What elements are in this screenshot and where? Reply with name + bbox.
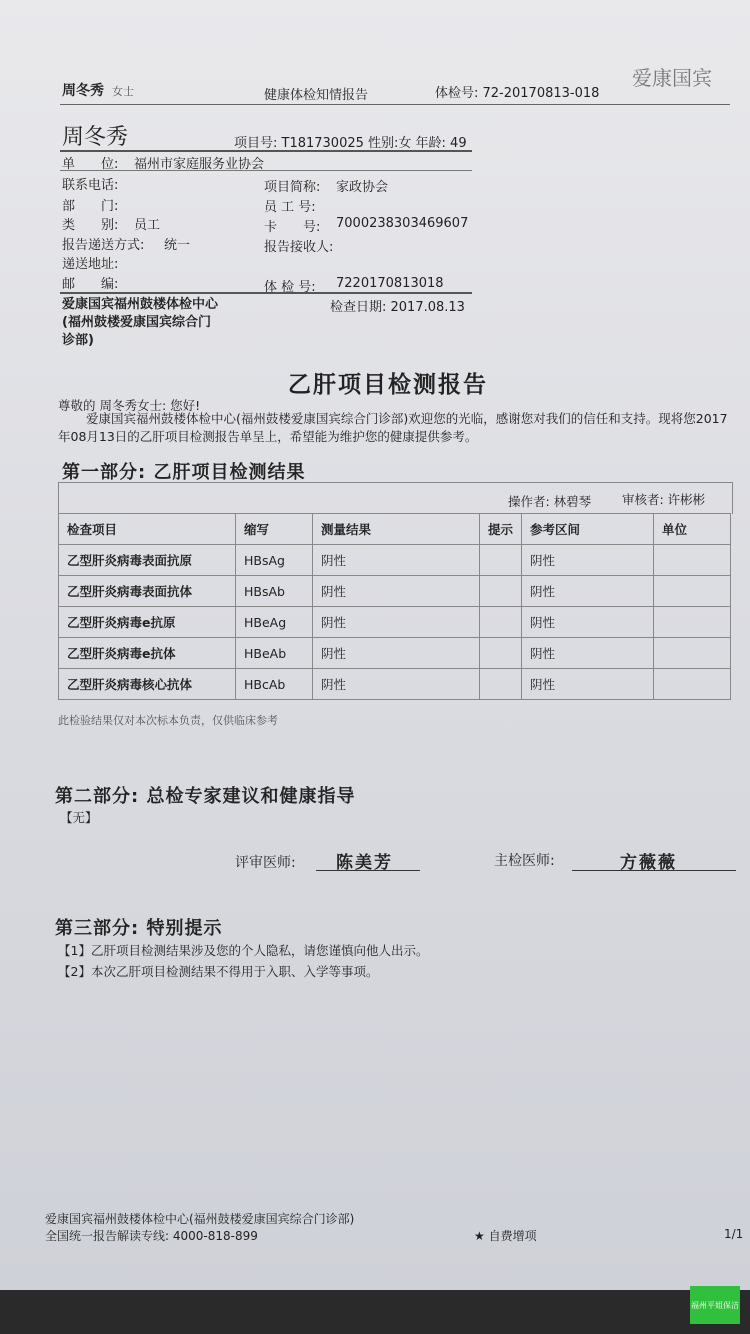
header-name: 周冬秀 [62, 83, 104, 99]
table-header-row [59, 514, 731, 545]
cell-hint [480, 638, 522, 669]
section2-title: 第二部分: 总检专家建议和健康指导 [55, 786, 356, 807]
cell-hint [480, 576, 522, 607]
unit-label: 单 位: [62, 157, 119, 172]
project-short-label: 项目简称: [264, 180, 321, 195]
center-line-1: 爱康国宾福州鼓楼体检中心 [62, 297, 219, 312]
watermark-badge: 福州平姐保洁 [690, 1286, 740, 1324]
col-abbr: 缩写 [236, 514, 313, 545]
cell-result: 阴性 [313, 607, 480, 638]
table-row [59, 669, 731, 700]
cell-range: 阴性 [522, 576, 654, 607]
cell-unit [654, 576, 731, 607]
cell-abbr: HBeAb [236, 638, 313, 669]
header-salutation: 女士 [112, 85, 134, 98]
col-unit: 单位 [654, 514, 731, 545]
section2-content: 【无】 [60, 810, 98, 825]
unit-underline [60, 170, 472, 171]
unit-value: 福州市家庭服务业协会 [134, 157, 265, 172]
delivery-value: 统一 [164, 238, 191, 253]
patient-name-underline [60, 150, 472, 152]
project-short-value: 家政协会 [336, 180, 389, 195]
report-title: 乙肝项目检测报告 [288, 372, 488, 398]
footer-self-pay: ★ 自费增项 [474, 1229, 537, 1243]
brand-logo: 爱康国宾 [632, 66, 712, 90]
cell-abbr: HBeAg [236, 607, 313, 638]
address-label: 递送地址: [62, 257, 119, 272]
receiver-label: 报告接收人: [264, 240, 334, 255]
reviewer-doctor-label: 评审医师: [235, 855, 296, 871]
cell-hint [480, 545, 522, 576]
patient-project-line: 项目号: T181730025 性别:女 年龄: 49 [234, 136, 467, 151]
cell-item: 乙型肝炎病毒e抗体 [59, 638, 236, 669]
cell-range: 阴性 [522, 607, 654, 638]
col-result: 测量结果 [313, 514, 480, 545]
chief-doctor-label: 主检医师: [494, 853, 555, 869]
results-table [58, 513, 731, 700]
table-row [59, 545, 731, 576]
cell-hint [480, 607, 522, 638]
cell-abbr: HBcAb [236, 669, 313, 700]
center-line-2: (福州鼓楼爱康国宾综合门 [62, 315, 211, 330]
section1-title: 第一部分: 乙肝项目检测结果 [62, 462, 306, 483]
greeting: 尊敬的 周冬秀女士: 您好! [58, 398, 201, 413]
cell-range: 阴性 [522, 669, 654, 700]
cell-range: 阴性 [522, 638, 654, 669]
cell-abbr: HBsAb [236, 576, 313, 607]
cell-result: 阴性 [313, 638, 480, 669]
chief-doctor-signature: 方薇薇 [620, 853, 677, 873]
col-item: 检查项目 [59, 514, 236, 545]
footer-page-number: 1/1 [724, 1227, 744, 1241]
col-range: 参考区间 [522, 514, 654, 545]
category-label: 类 别: [62, 218, 119, 233]
header-report-title: 健康体检知情报告 [264, 88, 369, 103]
center-line-3: 诊部) [62, 333, 94, 348]
table-row [59, 638, 731, 669]
exam-date: 检查日期: 2017.08.13 [330, 300, 465, 315]
col-hint: 提示 [480, 514, 522, 545]
cell-item: 乙型肝炎病毒表面抗原 [59, 545, 236, 576]
reviewer: 审核者: 许彬彬 [622, 492, 706, 507]
patient-name: 周冬秀 [62, 125, 129, 150]
header-exam-no: 体检号: 72-20170813-018 [435, 86, 600, 101]
category-value: 员工 [134, 218, 161, 233]
header-divider [60, 104, 730, 105]
card-value: 7000238303469607 [336, 216, 469, 231]
cell-result: 阴性 [313, 669, 480, 700]
notice-item: 【1】乙肝项目检测结果涉及您的个人隐私，请您谨慎向他人出示。 [58, 943, 429, 958]
table-row [59, 576, 731, 607]
notice-item: 【2】本次乙肝项目检测结果不得用于入职、入学等事项。 [58, 964, 379, 979]
cell-result: 阴性 [313, 545, 480, 576]
reviewer-doctor-signature: 陈美芳 [336, 853, 393, 873]
section3-title: 第三部分: 特别提示 [55, 918, 223, 939]
cell-item: 乙型肝炎病毒表面抗体 [59, 576, 236, 607]
postcode-label: 邮 编: [62, 277, 119, 292]
cell-range: 阴性 [522, 545, 654, 576]
cell-unit [654, 638, 731, 669]
card-label: 卡 号: [264, 220, 321, 235]
delivery-label: 报告递送方式: [62, 238, 145, 253]
exam-no-label: 体 检 号: [264, 280, 316, 295]
cell-item: 乙型肝炎病毒核心抗体 [59, 669, 236, 700]
cell-unit [654, 669, 731, 700]
footer-hotline: 全国统一报告解读专线: 4000-818-899 [45, 1229, 258, 1243]
phone-label: 联系电话: [62, 178, 119, 193]
intro-paragraph: 爱康国宾福州鼓楼体检中心(福州鼓楼爱康国宾综合门诊部)欢迎您的光临，感谢您对我们的信任和支持。现将您2017年08月13日的乙肝项目检测报告单呈上，希望能为维护您的健康提供参考。 [58, 411, 728, 444]
chief-signature-line [572, 870, 736, 871]
dept-label: 部 门: [62, 199, 119, 214]
cell-abbr: HBsAg [236, 545, 313, 576]
footer-center: 爱康国宾福州鼓楼体检中心(福州鼓楼爱康国宾综合门诊部) [45, 1212, 355, 1226]
cell-unit [654, 545, 731, 576]
cell-hint [480, 669, 522, 700]
cell-unit [654, 607, 731, 638]
exam-no-value: 7220170813018 [336, 276, 444, 291]
operator: 操作者: 林碧琴 [508, 494, 592, 509]
cell-result: 阴性 [313, 576, 480, 607]
table-row [59, 607, 731, 638]
reviewer-signature-line [316, 870, 420, 871]
cell-item: 乙型肝炎病毒e抗原 [59, 607, 236, 638]
staff-no-label: 员 工 号: [264, 200, 316, 215]
table-note: 此检验结果仅对本次标本负责，仅供临床参考 [58, 714, 278, 727]
